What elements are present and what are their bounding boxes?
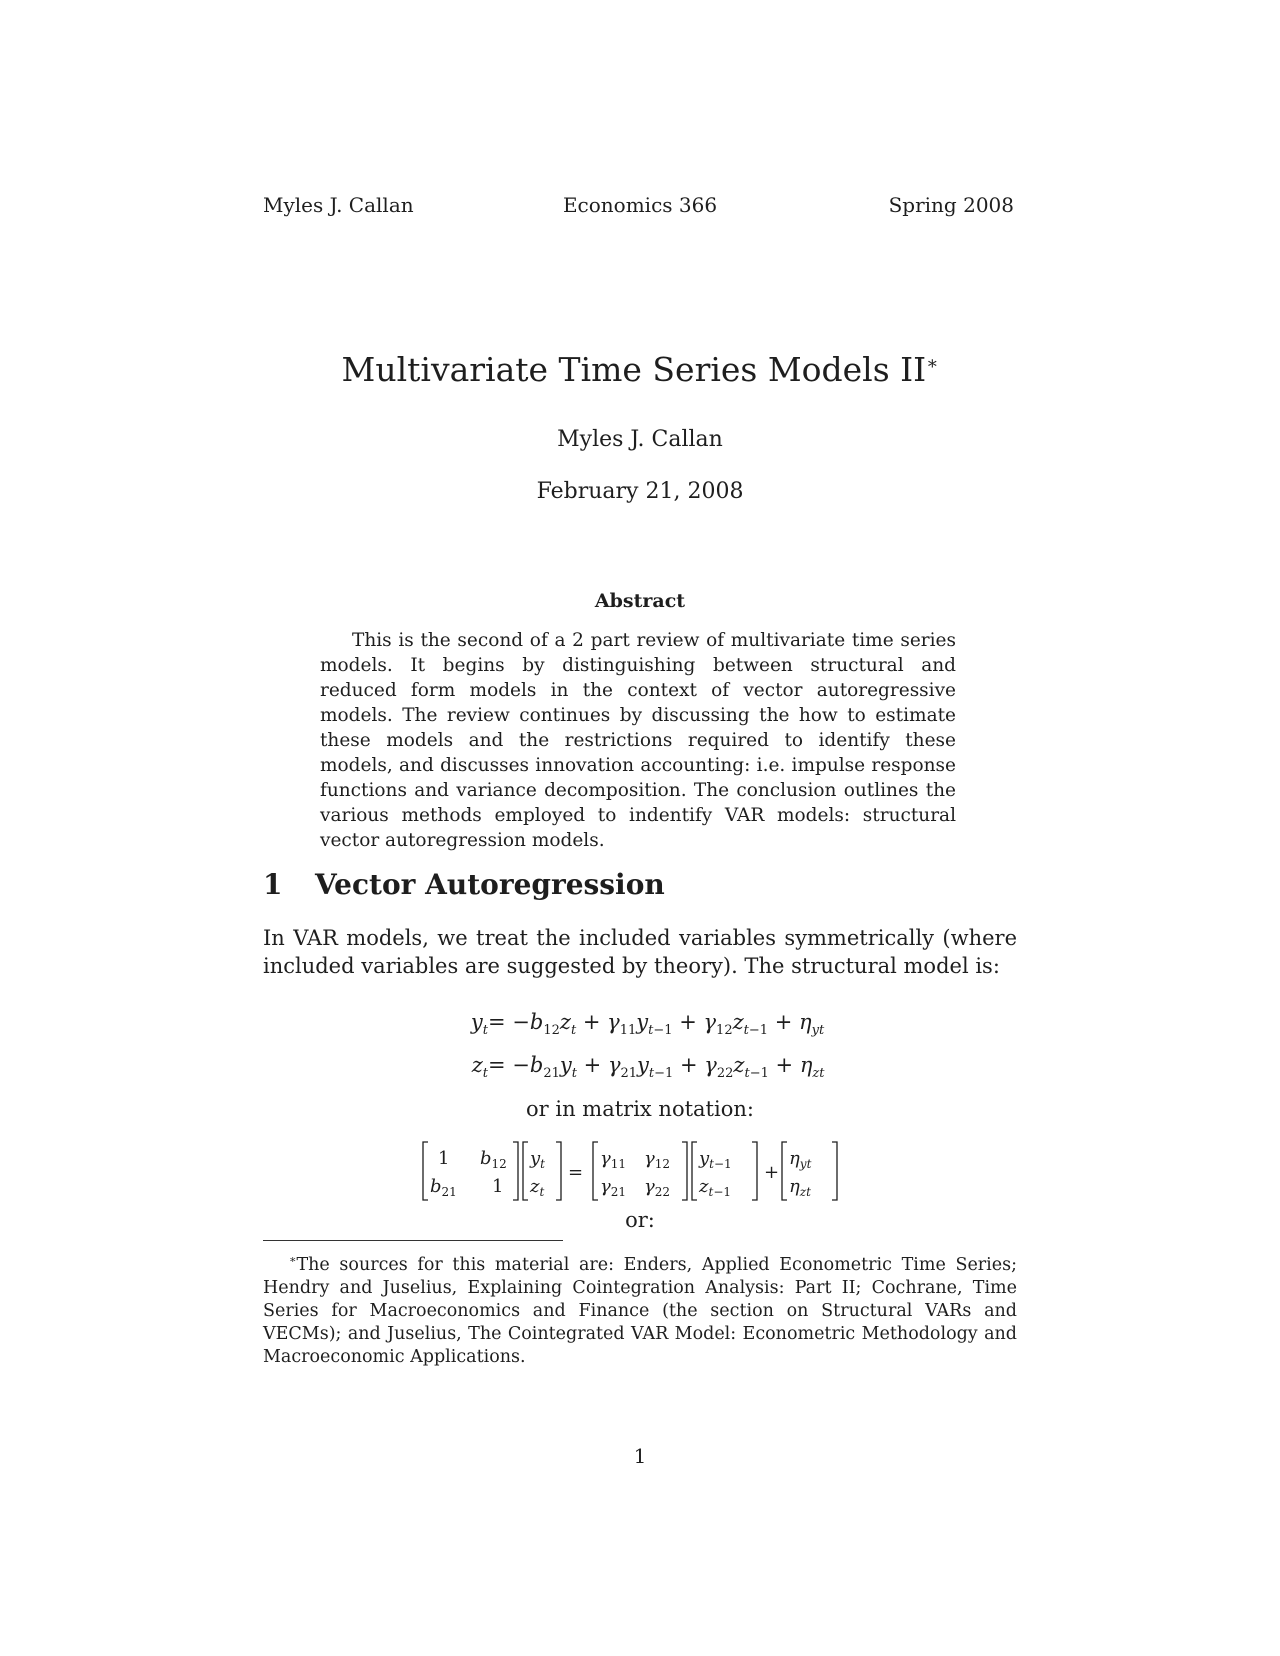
or-label: or: bbox=[625, 1208, 655, 1232]
matrix-equation bbox=[420, 1140, 860, 1202]
matrix-bracket bbox=[423, 1142, 428, 1200]
svg-text:γ12: $\gamma_{12}$ bbox=[644, 1148, 671, 1171]
paper-title-text: Multivariate Time Series Models II bbox=[341, 350, 927, 389]
matrix-bracket bbox=[752, 1142, 757, 1200]
svg-text:+: + bbox=[764, 1162, 780, 1183]
svg-text:=: = bbox=[568, 1162, 584, 1183]
svg-text:b12: $b_{12}$ bbox=[480, 1148, 507, 1171]
section-title: Vector Autoregression bbox=[315, 868, 665, 901]
running-header-term: Spring 2008 bbox=[888, 193, 1014, 217]
footnote-rule bbox=[263, 1240, 563, 1241]
title-footnote-mark[interactable]: ∗ bbox=[926, 353, 939, 374]
equation-y: $y_t$ = $-b_{12}z_t + \gamma_{11}y_{t-1} + \gamma_{12}z_{t-1} + \eta_{yt}$ bbox=[470, 1010, 825, 1039]
running-header-author: Myles J. Callan bbox=[263, 193, 414, 217]
footnote-mark: ∗ bbox=[289, 1253, 297, 1266]
paper-date: February 21, 2008 bbox=[536, 479, 744, 504]
matrix-bracket bbox=[692, 1142, 697, 1200]
paper-title bbox=[0, 350, 1280, 389]
footnote-text: The sources for this material are: Enders, Applied Econometric Time Series; Hendry and Juselius, Explaining Cointegration Analysis: Part II; Cochrane, Time Series for Macroeconomics and Finance (the section on Structural VARs and VECMs); and Juselius, The Cointegrated VAR Model: Econometric Methodology and Macroeconomic Applications. bbox=[263, 1254, 1017, 1367]
abstract-text: This is the second of a 2 part review of multivariate time series models. It begins by distinguishing between structural and reduced form models in the context of vector autoregressive models. The review continues by discussing the how to estimate these models and the restrictions required to identify these models, and discusses innovation accounting: i.e. impulse response functions and variance decomposition. The conclusion outlines the various methods employed to indentify VAR models: structural vector autoregression models. bbox=[320, 630, 956, 851]
matrix-intro-text: or in matrix notation: bbox=[526, 1097, 754, 1121]
paper-author: Myles J. Callan bbox=[557, 427, 723, 452]
matrix-bracket bbox=[832, 1142, 837, 1200]
matrix-bracket bbox=[556, 1142, 561, 1200]
section-number: 1 bbox=[263, 868, 283, 901]
svg-text:ηyt: $\eta_{yt}$ bbox=[789, 1148, 812, 1171]
matrix-bracket bbox=[782, 1142, 787, 1200]
matrix-bracket bbox=[513, 1142, 518, 1200]
footnote bbox=[263, 1248, 1017, 1369]
svg-text:b21: $b_{21}$ bbox=[430, 1176, 457, 1199]
matrix-bracket bbox=[682, 1142, 687, 1200]
svg-text:γ21: $\gamma_{21}$ bbox=[600, 1176, 627, 1199]
svg-text:1: 1 bbox=[492, 1176, 504, 1197]
svg-text:ηzt: $\eta_{zt}$ bbox=[789, 1176, 811, 1199]
page-number: 1 bbox=[633, 1444, 647, 1468]
svg-text:yt−1: $y_t-1$ bbox=[699, 1148, 732, 1171]
svg-text:γ11: $\gamma_{11}$ bbox=[600, 1148, 627, 1171]
equation-z: $z_t$ = $-b_{21}y_t + \gamma_{21}y_{t-1} + \gamma_{22}z_{t-1} + \eta_{zt}$ bbox=[471, 1053, 825, 1082]
svg-text:yt: $y_t$ bbox=[530, 1148, 545, 1171]
svg-text:zt: $z_t$ bbox=[530, 1176, 545, 1199]
matrix-bracket bbox=[523, 1142, 528, 1200]
matrix-bracket bbox=[593, 1142, 598, 1200]
running-header-course: Economics 366 bbox=[562, 193, 718, 217]
svg-text:1: 1 bbox=[438, 1148, 450, 1169]
section-paragraph: In VAR models, we treat the included variables symmetrically (where included variables are suggested by theory). The structural model is: bbox=[263, 926, 1017, 978]
svg-text:γ22: $\gamma_{22}$ bbox=[644, 1176, 671, 1199]
abstract-heading: Abstract bbox=[594, 590, 686, 612]
svg-text:zt−1: $z_t-1$ bbox=[699, 1176, 732, 1199]
